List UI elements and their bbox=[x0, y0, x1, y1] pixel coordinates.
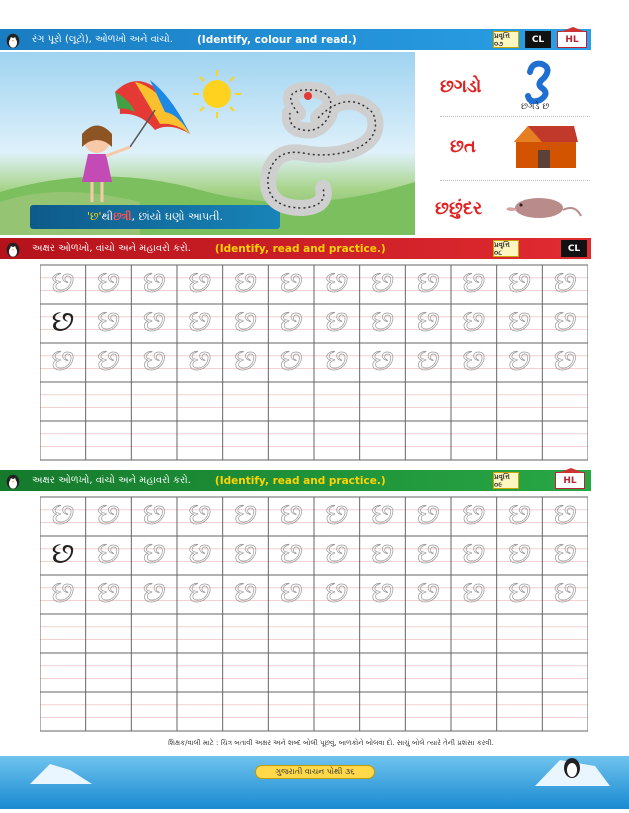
tracing-letter: છ bbox=[97, 497, 120, 532]
tracing-letter: છ bbox=[416, 536, 440, 571]
dotted-divider bbox=[440, 180, 590, 181]
tracing-letter: છ bbox=[279, 497, 303, 532]
penguin-icon bbox=[4, 240, 22, 258]
tracing-letter: છ bbox=[188, 265, 212, 300]
model-letter: છ bbox=[51, 304, 75, 339]
tracing-letter: છ bbox=[142, 575, 166, 610]
tracing-letter: છ bbox=[279, 536, 303, 571]
tracing-letter: છ bbox=[142, 497, 166, 532]
caption-mid: થી bbox=[101, 210, 114, 223]
tracing-letter: છ bbox=[416, 265, 440, 300]
tracing-letter: છ bbox=[508, 497, 531, 532]
tracing-letter: છ bbox=[51, 343, 75, 378]
umbrella-icon bbox=[115, 80, 190, 147]
tracing-letter: છ bbox=[325, 343, 349, 378]
section1-english: (Identify, colour and read.) bbox=[196, 33, 357, 46]
tracing-letter: છ bbox=[553, 265, 577, 300]
caption-letter: 'છ' bbox=[86, 210, 102, 223]
tracing-letter: છ bbox=[234, 343, 257, 378]
scene-caption bbox=[30, 205, 280, 229]
sun-icon bbox=[203, 80, 231, 108]
practice-grid-2 bbox=[40, 496, 588, 732]
caption-rest: , છાંયો ઘણો આપતી. bbox=[131, 210, 224, 223]
caption-keyword: છત્રી bbox=[113, 210, 132, 223]
tracing-letter: છ bbox=[371, 265, 394, 300]
tracing-letter: છ bbox=[279, 304, 303, 339]
tracing-letter: છ bbox=[371, 536, 394, 571]
water-background bbox=[0, 756, 629, 809]
section1-instruction: રંગ પૂરો (લૂટો), ઓળખો અને વાંચો. bbox=[32, 34, 173, 45]
tracing-letter: છ bbox=[234, 304, 257, 339]
tracing-letter: છ bbox=[142, 304, 166, 339]
activity-number-badge: પ્રવૃત્તિ ૦૯ bbox=[493, 472, 519, 489]
tracing-letter: છ bbox=[97, 575, 120, 610]
tracing-letter: છ bbox=[234, 265, 257, 300]
tracing-letter: છ bbox=[462, 497, 486, 532]
tracing-letter: છ bbox=[188, 536, 212, 571]
activity-number-badge: પ્રવૃત્તિ ૦૭ bbox=[493, 31, 519, 48]
tracing-letter: છ bbox=[462, 265, 486, 300]
tracing-letter: છ bbox=[508, 343, 531, 378]
cl-badge: CL bbox=[561, 240, 587, 257]
iceberg-decoration bbox=[0, 756, 629, 809]
tracing-letter: છ bbox=[142, 265, 166, 300]
house-roof-icon bbox=[508, 122, 580, 170]
tracing-letter: છ bbox=[553, 343, 577, 378]
hl-badge: HL bbox=[557, 31, 587, 48]
tracing-letter: છ bbox=[325, 304, 349, 339]
tracing-letter: છ bbox=[279, 265, 303, 300]
digit-six-icon bbox=[522, 60, 554, 104]
tracing-letter: છ bbox=[508, 265, 531, 300]
tracing-letter: છ bbox=[416, 497, 440, 532]
tracing-letter: છ bbox=[371, 304, 394, 339]
big-tracing-letter bbox=[258, 78, 388, 218]
tracing-letter: છ bbox=[416, 575, 440, 610]
tracing-letter: છ bbox=[279, 575, 303, 610]
tracing-letter: છ bbox=[51, 497, 75, 532]
tracing-letter: છ bbox=[234, 497, 257, 532]
teacher-note: શિક્ષક/વાલી માટે : ચિત્ર બતાવી અક્ષર અને શબ્દ બોલી પૂછવું, બાળકોને બોલવા દો. સાચું બોલે ત્યારે તેની પ્રશંસા કરવી. bbox=[168, 739, 494, 747]
penguin-icon bbox=[4, 31, 22, 49]
tracing-letter: છ bbox=[97, 265, 120, 300]
tracing-letter: છ bbox=[325, 265, 349, 300]
section1-tags bbox=[493, 31, 587, 48]
tracing-letter: છ bbox=[97, 343, 120, 378]
section2-instruction: અક્ષર ઓળખો, વાંચો અને મહાવરો કરો. bbox=[32, 243, 191, 254]
activity-number-badge: પ્રવૃત્તિ ૦૮ bbox=[493, 240, 519, 257]
mole-icon bbox=[505, 188, 583, 224]
tracing-letter: છ bbox=[553, 304, 577, 339]
cl-badge: CL bbox=[525, 31, 551, 48]
tracing-letter: છ bbox=[188, 343, 212, 378]
tracing-letter: છ bbox=[371, 497, 394, 532]
tracing-letter: છ bbox=[234, 536, 257, 571]
section3-instruction: અક્ષર ઓળખો, વાંચો અને મહાવરો કરો. bbox=[32, 475, 191, 486]
tracing-letter: છ bbox=[325, 575, 349, 610]
tracing-letter: છ bbox=[188, 497, 212, 532]
hl-badge: HL bbox=[555, 472, 585, 489]
tracing-letter: છ bbox=[97, 304, 120, 339]
section2-english: (Identify, read and practice.) bbox=[214, 242, 386, 255]
tracing-letter: છ bbox=[325, 497, 349, 532]
penguin-icon bbox=[4, 472, 22, 490]
tracing-letter: છ bbox=[553, 536, 577, 571]
dotted-divider bbox=[440, 116, 590, 117]
practice-grid-lines bbox=[40, 264, 588, 461]
model-letter: છ bbox=[51, 536, 75, 571]
practice-grid-1 bbox=[40, 264, 588, 460]
tracing-letter: છ bbox=[51, 265, 75, 300]
tracing-letter: છ bbox=[371, 343, 394, 378]
tracing-letter: છ bbox=[325, 536, 349, 571]
tracing-letter: છ bbox=[462, 536, 486, 571]
tracing-letter: છ bbox=[553, 497, 577, 532]
word-chhat: છત bbox=[450, 136, 476, 157]
tracing-letter: છ bbox=[508, 304, 531, 339]
tracing-letter: છ bbox=[462, 343, 486, 378]
tracing-letter: છ bbox=[142, 536, 166, 571]
tracing-letter: છ bbox=[188, 304, 212, 339]
tracing-letter: છ bbox=[279, 343, 303, 378]
practice-grid-lines bbox=[40, 496, 588, 732]
tracing-letter: છ bbox=[508, 575, 531, 610]
page-number-pill: ગુજરાતી વાચન પોથી ૩૬ bbox=[255, 765, 375, 779]
tracing-letter: છ bbox=[51, 575, 75, 610]
section3-english: (Identify, read and practice.) bbox=[214, 474, 386, 487]
tracing-letter: છ bbox=[553, 575, 577, 610]
tracing-letter: છ bbox=[97, 536, 120, 571]
word-chhagdo-label: છગડે છ bbox=[521, 102, 550, 112]
tracing-letter: છ bbox=[462, 304, 486, 339]
section3-tags bbox=[493, 472, 585, 489]
tracing-letter: છ bbox=[188, 575, 212, 610]
tracing-letter: છ bbox=[416, 343, 440, 378]
section2-tags bbox=[493, 240, 587, 257]
tracing-letter: છ bbox=[142, 343, 166, 378]
tracing-letter: છ bbox=[508, 536, 531, 571]
tracing-letter: છ bbox=[462, 575, 486, 610]
tracing-letter: છ bbox=[416, 304, 440, 339]
word-chhagdo: છગડો bbox=[440, 76, 482, 97]
word-chhachhundar: છછુંદર bbox=[435, 198, 483, 219]
tracing-letter: છ bbox=[234, 575, 257, 610]
tracing-letter: છ bbox=[371, 575, 394, 610]
